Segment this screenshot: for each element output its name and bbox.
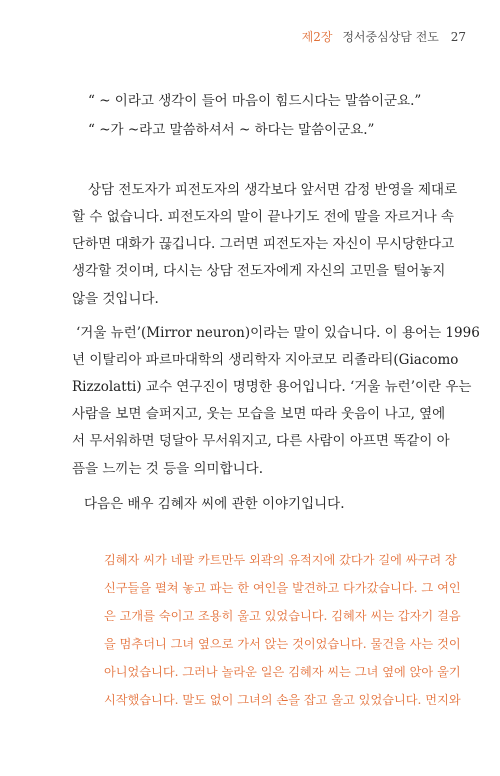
paragraph-line: 년 이탈리아 파르마대학의 생리학자 지아코모 리졸라티(Giacomo bbox=[72, 352, 459, 368]
story-line: 김혜자 씨가 네팔 카트만두 외곽의 유적지에 갔다가 길에 싸구려 장 bbox=[104, 553, 457, 567]
paragraph-line: Rizzolatti) 교수 연구진이 명명한 용어입니다. ‘거울 뉴런’이란 우는 bbox=[72, 379, 472, 395]
example-quote: “ ~가 ~라고 말씀하셔서 ~ 하다는 말씀이군요.” bbox=[88, 122, 375, 138]
paragraph-line: 상담 전도자가 피전도자의 생각보다 앞서면 감정 반영을 제대로 bbox=[88, 182, 458, 198]
running-header bbox=[302, 30, 466, 44]
example-quote: “ ~ 이라고 생각이 들어 마음이 힘드시다는 말씀이군요.” bbox=[88, 93, 422, 109]
paragraph-line: 서 무서워하면 덩달아 무서워지고, 다른 사람이 아프면 똑같이 아 bbox=[72, 433, 450, 449]
story-line: 아니었습니다. 그러나 놀라운 일은 김혜자 씨는 그녀 옆에 앉아 울기 bbox=[104, 665, 461, 679]
story-line: 시작했습니다. 말도 없이 그녀의 손을 잡고 울고 있었습니다. 먼지와 bbox=[104, 693, 461, 707]
paragraph-line: 단하면 대화가 끊깁니다. 그러면 피전도자는 자신이 무시당한다고 bbox=[72, 236, 455, 252]
paragraph-line: 생각할 것이며, 다시는 상담 전도자에게 자신의 고민을 털어놓지 bbox=[72, 263, 446, 279]
story-line: 신구들을 펼쳐 놓고 파는 한 여인을 발견하고 다가갔습니다. 그 여인 bbox=[104, 581, 461, 595]
page-number: 27 bbox=[450, 30, 466, 44]
chapter-title: 정서중심상담 전도 bbox=[342, 30, 439, 44]
chapter-label: 제2장 bbox=[301, 30, 333, 44]
paragraph-line: ‘거울 뉴런’(Mirror neuron)이라는 말이 있습니다. 이 용어는 1996 bbox=[76, 325, 480, 341]
paragraph-line: 사람을 보면 슬퍼지고, 웃는 모습을 보면 따라 웃음이 나고, 옆에 bbox=[72, 406, 446, 422]
paragraph-line: 할 수 없습니다. 피전도자의 말이 끝나기도 전에 말을 자르거나 속 bbox=[72, 209, 454, 225]
paragraph-line: 다음은 배우 김혜자 씨에 관한 이야기입니다. bbox=[84, 496, 345, 512]
story-line: 을 멈추더니 그녀 옆으로 가서 앉는 것이었습니다. 물건을 사는 것이 bbox=[104, 637, 461, 651]
paragraph-line: 않을 것입니다. bbox=[72, 291, 159, 307]
story-line: 은 고개를 숙이고 조용히 울고 있었습니다. 김혜자 씨는 갑자기 걸음 bbox=[104, 609, 461, 623]
paragraph-line: 픔을 느끼는 것 등을 의미합니다. bbox=[72, 461, 263, 477]
